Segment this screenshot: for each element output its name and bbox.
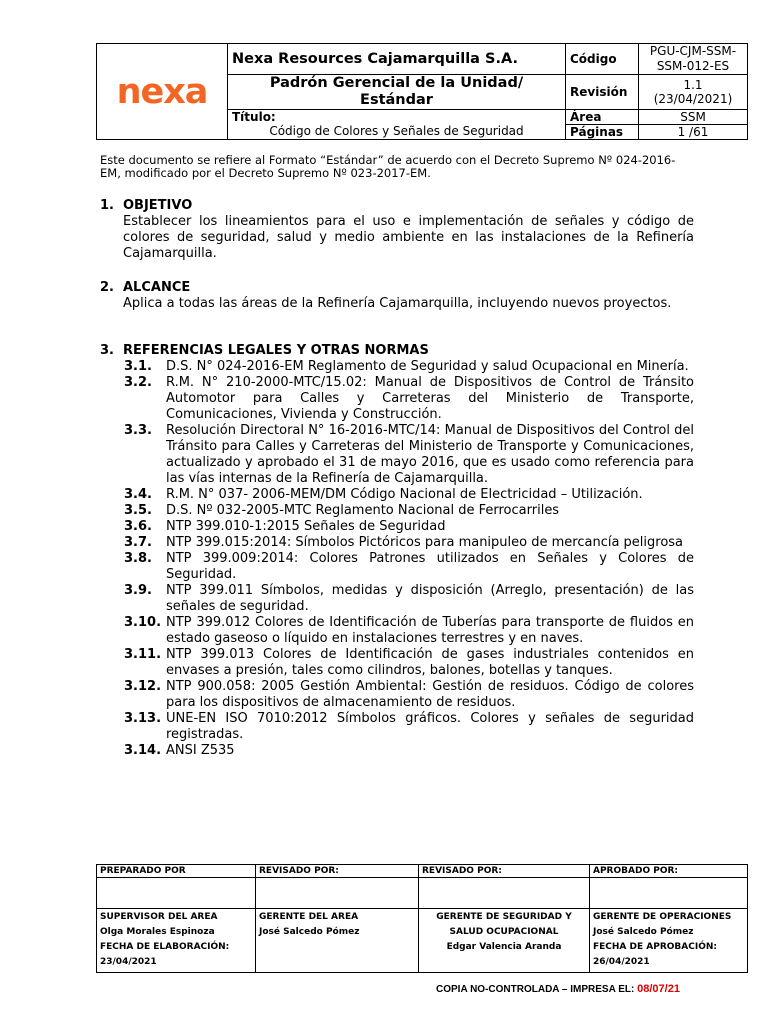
reference-text: NTP 399.010-1:2015 Señales de Seguridad bbox=[166, 519, 446, 534]
codigo-value: PGU-CJM-SSM-SSM-012-ES bbox=[639, 44, 748, 75]
revision-value: 1.1 (23/04/2021) bbox=[639, 75, 748, 110]
date: 23/04/2021 bbox=[100, 957, 157, 967]
signature-space bbox=[256, 878, 419, 909]
name: José Salcedo Pómez bbox=[593, 927, 694, 937]
role: GERENTE DEL AREA bbox=[259, 912, 359, 922]
titulo-label: Título: bbox=[232, 110, 276, 124]
codigo-label: Código bbox=[566, 44, 639, 75]
reference-text: NTP 399.015:2014: Símbolos Pictóricos para manipuleo de mercancía peligrosa bbox=[166, 535, 684, 550]
section-number: 2. bbox=[100, 280, 114, 295]
reference-item bbox=[124, 519, 694, 535]
references-list bbox=[124, 359, 694, 759]
logo-cell bbox=[97, 44, 228, 140]
reference-item bbox=[124, 615, 694, 647]
section-number: 3. bbox=[100, 343, 114, 358]
section-heading bbox=[100, 280, 694, 296]
reference-text: NTP 399.009:2014: Colores Patrones utilizados en Señales y Colores de Seguridad. bbox=[166, 551, 694, 582]
area-label: Área bbox=[566, 110, 639, 125]
reference-item bbox=[124, 423, 694, 487]
section-title: REFERENCIAS LEGALES Y OTRAS NORMAS bbox=[123, 343, 429, 358]
reference-text: Resolución Directoral N° 16-2016-MTC/14: Manual de Dispositivos del Control del Tránsito para Calles y Carreteras del Ministerio de Transporte y Comunicaciones, actualizado y aprobado el 31 de mayo 2016, que es usado como referencia para las vías internas de la Refinería de Cajamarquilla. bbox=[166, 423, 694, 486]
name: José Salcedo Pómez bbox=[259, 927, 360, 937]
area-value: SSM bbox=[639, 110, 748, 125]
reference-number: 3.7. bbox=[124, 535, 152, 550]
reference-item bbox=[124, 487, 694, 503]
reference-text: NTP 399.012 Colores de Identificación de Tuberías para transporte de fluidos en estado gaseoso o líquido en instalaciones terrestres y en naves. bbox=[166, 615, 694, 646]
reference-item bbox=[124, 743, 694, 759]
date: 26/04/2021 bbox=[593, 957, 650, 967]
name: Edgar Valencia Aranda bbox=[446, 942, 562, 952]
section-alcance bbox=[100, 280, 694, 312]
revision-label: Revisión bbox=[566, 75, 639, 110]
reference-text: ANSI Z535 bbox=[166, 743, 235, 758]
reviewed-by-details-2 bbox=[419, 909, 590, 973]
footer-text: COPIA NO-CONTROLADA – IMPRESA EL: bbox=[436, 984, 638, 995]
reference-item bbox=[124, 647, 694, 679]
paginas-label: Páginas bbox=[566, 125, 639, 140]
reference-item bbox=[124, 535, 694, 551]
reference-number: 3.10. bbox=[124, 615, 162, 630]
reference-text: D.S. N° 024-2016-EM Reglamento de Seguridad y salud Ocupacional en Minería. bbox=[166, 359, 689, 374]
prepared-by-details bbox=[97, 909, 256, 973]
reference-text: NTP 900.058: 2005 Gestión Ambiental: Gestión de residuos. Código de colores para los dispositivos de almacenamiento de residuos. bbox=[166, 679, 694, 710]
reference-item bbox=[124, 583, 694, 615]
reference-text: R.M. N° 037- 2006-MEM/DM Código Nacional de Electricidad – Utilización. bbox=[166, 487, 643, 502]
uncontrolled-copy-footer bbox=[436, 983, 680, 995]
reference-item bbox=[124, 375, 694, 423]
company-name: Nexa Resources Cajamarquilla S.A. bbox=[228, 44, 566, 75]
reviewed-by-label-2: REVISADO POR: bbox=[419, 865, 590, 878]
nexa-logo: nexa bbox=[116, 71, 208, 112]
section-objetivo bbox=[100, 198, 694, 262]
role: SUPERVISOR DEL AREA bbox=[100, 912, 218, 922]
role: GERENTE DE OPERACIONES bbox=[593, 912, 732, 922]
reference-number: 3.8. bbox=[124, 551, 152, 566]
paginas-value: 1 /61 bbox=[639, 125, 748, 140]
signature-space bbox=[419, 878, 590, 909]
reference-number: 3.3. bbox=[124, 423, 152, 438]
reference-text: NTP 399.011 Símbolos, medidas y disposición (Arreglo, presentación) de las señales de seguridad. bbox=[166, 583, 694, 614]
section-heading bbox=[100, 198, 694, 214]
reviewed-by-details bbox=[256, 909, 419, 973]
date-label: FECHA DE ELABORACIÓN: bbox=[100, 942, 230, 952]
reference-item bbox=[124, 359, 694, 375]
reviewed-by-label: REVISADO POR: bbox=[256, 865, 419, 878]
reference-number: 3.12. bbox=[124, 679, 162, 694]
intro-paragraph: Este documento se refiere al Formato “Estándar” de acuerdo con el Decreto Supremo Nº 024-2016-EM, modificado por el Decreto Supremo Nº 023-2017-EM. bbox=[100, 153, 676, 180]
standard-name: Padrón Gerencial de la Unidad/ Estándar bbox=[228, 75, 566, 110]
reference-text: NTP 399.013 Colores de Identificación de gases industriales contenidos en envases a presión, tales como cilindros, balones, botellas y tanques. bbox=[166, 647, 694, 678]
reference-number: 3.2. bbox=[124, 375, 152, 390]
reference-number: 3.5. bbox=[124, 503, 152, 518]
reference-number: 3.4. bbox=[124, 487, 152, 502]
section-text: Establecer los lineamientos para el uso e implementación de señales y código de colores de seguridad, salud y medio ambiente en las instalaciones de la Refinería Cajamarquilla. bbox=[123, 214, 694, 261]
name: Olga Morales Espinoza bbox=[100, 927, 215, 937]
prepared-by-label: PREPARADO POR bbox=[97, 865, 256, 878]
approved-by-details bbox=[590, 909, 748, 973]
reference-item bbox=[124, 503, 694, 519]
reference-item bbox=[124, 711, 694, 743]
approved-by-label: APROBADO POR: bbox=[590, 865, 748, 878]
titulo-value: Código de Colores y Señales de Seguridad bbox=[269, 124, 524, 138]
reference-number: 3.9. bbox=[124, 583, 152, 598]
reference-text: D.S. Nº 032-2005-MTC Reglamento Nacional de Ferrocarriles bbox=[166, 503, 560, 518]
role: GERENTE DE SEGURIDAD Y SALUD OCUPACIONAL bbox=[436, 912, 572, 937]
signature-table bbox=[96, 864, 748, 973]
reference-text: UNE-EN ISO 7010:2012 Símbolos gráficos. Colores y señales de seguridad registradas. bbox=[166, 711, 694, 742]
reference-number: 3.14. bbox=[124, 743, 162, 758]
titulo-cell bbox=[228, 110, 566, 140]
reference-number: 3.6. bbox=[124, 519, 152, 534]
reference-number: 3.13. bbox=[124, 711, 162, 726]
section-number: 1. bbox=[100, 198, 114, 213]
date-label: FECHA DE APROBACIÓN: bbox=[593, 942, 717, 952]
signature-space bbox=[590, 878, 748, 909]
section-referencias bbox=[100, 343, 694, 359]
reference-number: 3.1. bbox=[124, 359, 152, 374]
print-date: 08/07/21 bbox=[637, 983, 680, 995]
document-header bbox=[96, 43, 748, 140]
section-text: Aplica a todas las áreas de la Refinería Cajamarquilla, incluyendo nuevos proyectos. bbox=[123, 296, 672, 311]
reference-item bbox=[124, 679, 694, 711]
section-title: OBJETIVO bbox=[123, 198, 193, 213]
reference-number: 3.11. bbox=[124, 647, 162, 662]
signature-space bbox=[97, 878, 256, 909]
reference-text: R.M. N° 210-2000-MTC/15.02: Manual de Dispositivos de Control de Tránsito Automotor para Calles y Carreteras del Ministerio de Transporte, Comunicaciones, Vivienda y Construcción. bbox=[166, 375, 694, 422]
section-title: ALCANCE bbox=[123, 280, 191, 295]
section-heading bbox=[100, 343, 694, 359]
reference-item bbox=[124, 551, 694, 583]
